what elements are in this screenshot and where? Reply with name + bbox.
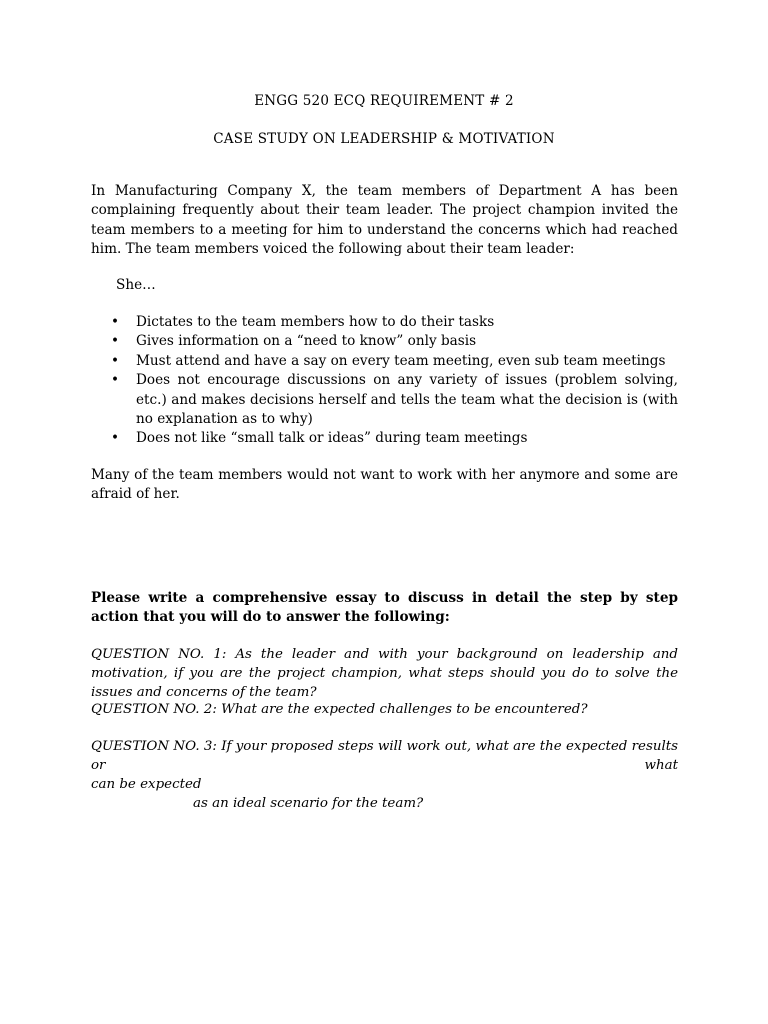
question-1: QUESTION NO. 1: As the leader and with your background on leadership and motivation, if you are the project champion, what steps should you do to solve the issues and concerns of the team? [91, 647, 678, 700]
list-item-text: Must attend and have a say on every team meeting, even sub team meetings [136, 352, 666, 369]
complaint-list [91, 313, 678, 449]
bullet-icon: • [111, 314, 120, 330]
list-item-text: Gives information on a “need to know” only basis [136, 333, 477, 350]
bullet-icon: • [111, 333, 120, 350]
bullet-icon: • [111, 352, 120, 369]
list-item-text: Dictates to the team members how to do their tasks [136, 314, 495, 330]
essay-prompt: Please write a comprehensive essay to discuss in detail the step by step action that you will do to answer the following: [91, 590, 678, 626]
question-3-line-1: QUESTION NO. 3: If your proposed steps will work out, what are the expected results or what [91, 739, 678, 773]
document-title: ENGG 520 ECQ REQUIREMENT # 2 [254, 93, 514, 109]
list-item [91, 429, 678, 448]
bullet-icon: • [111, 372, 120, 389]
question-2: QUESTION NO. 2: What are the expected challenges to be encountered? [91, 702, 588, 717]
list-item-text: Does not like “small talk or ideas” during team meetings [136, 430, 528, 447]
question-3-line-3: as an ideal scenario for the team? [193, 796, 424, 811]
list-item-text: Does not encourage discussions on any variety of issues (problem solving, etc.) and makes decisions herself and tells the team what the decision is (with no explanation as to why) [136, 372, 678, 428]
list-item [91, 332, 678, 351]
she-label: She… [116, 277, 156, 293]
question-3 [91, 737, 678, 813]
intro-paragraph: In Manufacturing Company X, the team members of Department A has been complaining frequently about their team leader. The project champion invited the team members to a meeting for him to understand the concerns which had reached him. The team members voiced the following about their team leader: [91, 183, 678, 258]
closing-paragraph: Many of the team members would not want to work with her anymore and some are afraid of her. [91, 467, 678, 503]
bullet-icon: • [111, 430, 120, 447]
list-item [91, 371, 678, 429]
document-subtitle: CASE STUDY ON LEADERSHIP & MOTIVATION [213, 131, 555, 147]
list-item [91, 352, 678, 371]
question-3-line-2: can be expected [91, 777, 202, 792]
list-item [91, 313, 678, 332]
